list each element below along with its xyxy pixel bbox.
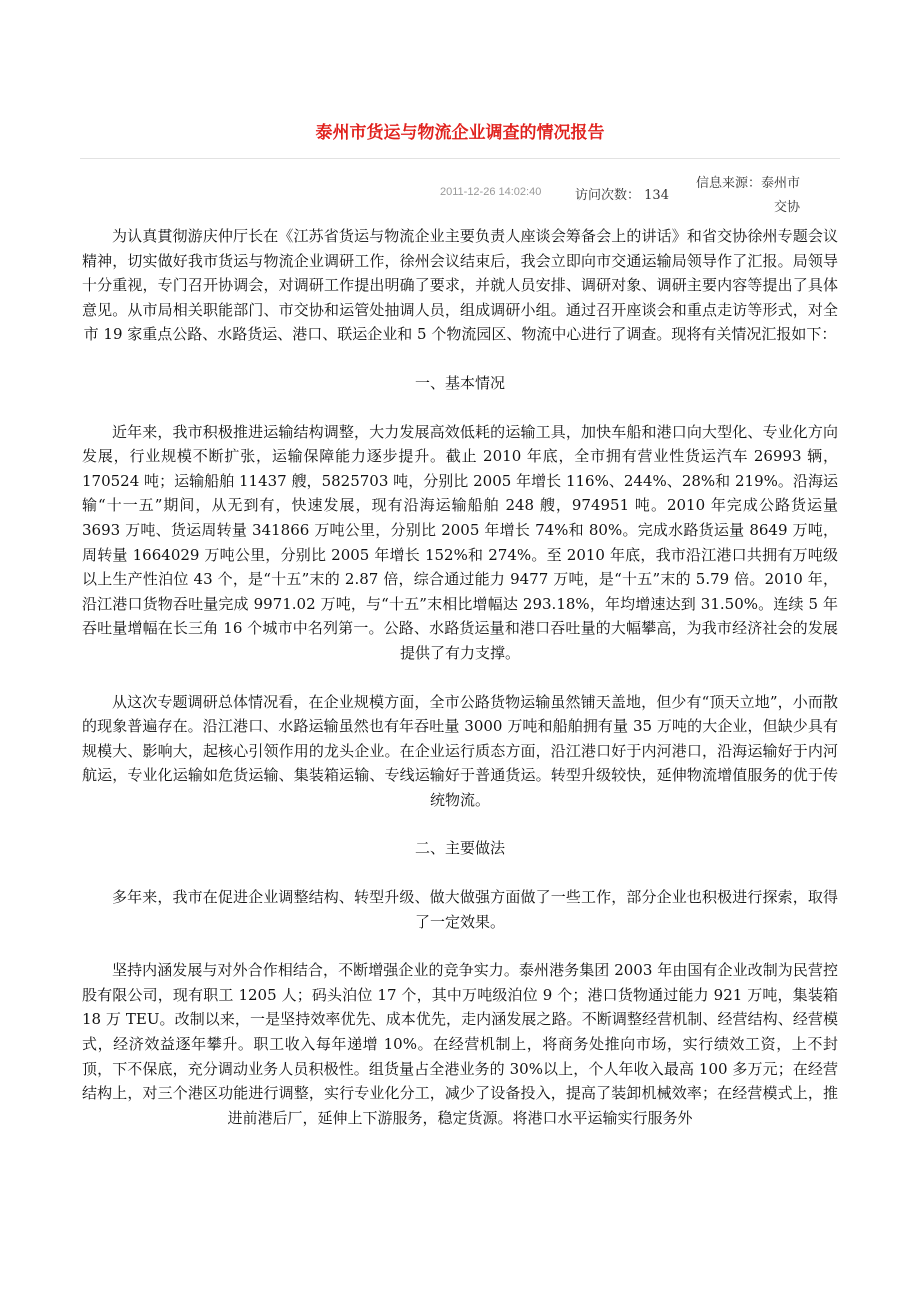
visit-count — [575, 184, 669, 203]
article-body — [82, 224, 838, 1154]
visit-count-label: 访问次数： — [575, 188, 641, 203]
paragraph-intro: 为认真貫彻游庆仲厅长在《江苏省货运与物流企业主要负责人座谈会筹备会上的讲话》和省交协徐州专题会议精神，切实做好我市货运与物流企业调研工作，徐州会议结束后，我会立即向市交通运输局领导作了汇报。局领导十分重视，专门召开协调会，对调研工作提出明确了要求，并就人员安排、调研对象、调研主要内容等提出了具体意见。从市局相关职能部门、市交协和运管处抽调人员，组成调研小组。通过召开座谈会和重点走访等形式，对全市 19 家重点公路、水路货运、港口、联运企业和 5 个物流园区、物流中心进行了调查。现将有关情况汇报如下： — [82, 227, 838, 344]
title-divider — [80, 158, 840, 159]
article-title: 泰州市货运与物流企业调查的情况报告 — [315, 123, 605, 143]
paragraph: 近年来，我市积极推进运输结构调整，大力发展高效低耗的运输工具，加快车船和港口向大型化、专业化方向发展，行业规模不断扩张，运输保障能力逐步提升。截止 2010 年底，全市拥有营业性货运汽车 26993 辆，170524 吨；运输船舶 11437 艘，5825703 吨，分别比 2005 年增长 116%、244%、28%和 219%。沿海运输“十一五”期间，从无到有，快速发展，现有沿海运输船舶 248 艘，974951 吨。2010 年完成公路货运量 3693 万吨、货运周转量 341866 万吨公里，分别比 2005 年增长 74%和 80%。完成水路货运量 8649 万吨，周转量 1664029 万吨公里，分别比 2005 年增长 152%和 274%。至 2010 年底，我市沿江港口共拥有万吨级以上生产性泊位 43 个，是“十五”末的 2.87 倍，综合通过能力 9477 万吨，是“十五”末的 5.79 倍。2010 年，沿江港口货物吞吐量完成 9971.02 万吨，与“十五”末相比增幅达 293.18%，年均增速达到 31.50%。连续 5 年吞吐量增幅在长三角 16 个城市中名列第一。公路、水路货运量和港口吞吐量的大幅攀高，为我市经济社会的发展提供了有力支撑。 — [82, 422, 838, 662]
section-heading-practices: 二、主要做法 — [414, 839, 505, 858]
paragraph: 多年来，我市在促进企业调整结构、转型升级、做大做强方面做了一些工作，部分企业也积极进行探索，取得了一定效果。 — [112, 888, 838, 931]
paragraph: 从这次专题调研总体情况看，在企业规模方面，全市公路货物运输虽然铺天盖地，但少有“顶天立地”，小而散的现象普遍存在。沿江港口、水路运输虽然也有年吞吐量 3000 万吨和船舶拥有量 35 万吨的大企业，但缺少具有规模大、影响大，起核心引领作用的龙头企业。在企业运行质态方面，沿江港口好于内河港口，沿海运输好于内河航运，专业化运输如危货运输、集装箱运输、专线运输好于普通货运。转型升级较快，延伸物流增值服务的优于传统物流。 — [82, 692, 838, 809]
section-heading-basic: 一、基本情况 — [414, 373, 505, 392]
info-source: 信息来源：泰州市交协 — [695, 176, 800, 215]
paragraph: 坚持内涵发展与对外合作相结合，不断增强企业的竞争实力。泰州港务集团 2003 年由国有企业改制为民营控股有限公司，现有职工 1205 人；码头泊位 17 个，其中万吨级泊位 9 个；港口货物通过能力 921 万吨，集装箱 18 万 TEU。改制以来，一是坚持效率优先、成本优先，走内涵发展之路。不断调整经营机制、经营结构、经营模式，经济效益逐年攀升。职工收入每年递增 10%。在经营机制上，将商务处推向市场，实行绩效工资，上不封顶，下不保底，充分调动业务人员积极性。组货量占全港业务的 30%以上，个人年收入最高 100 多万元；在经营结构上，对三个港区功能进行调整，实行专业化分工，减少了设备投入，提高了装卸机械效率；在经营模式上，推进前港后厂，延伸上下游服务，稳定货源。将港口水平运输实行服务外 — [82, 961, 838, 1127]
publish-date: 2011-12-26 14:02:40 — [440, 186, 542, 198]
visit-count-value: 134 — [644, 188, 669, 203]
